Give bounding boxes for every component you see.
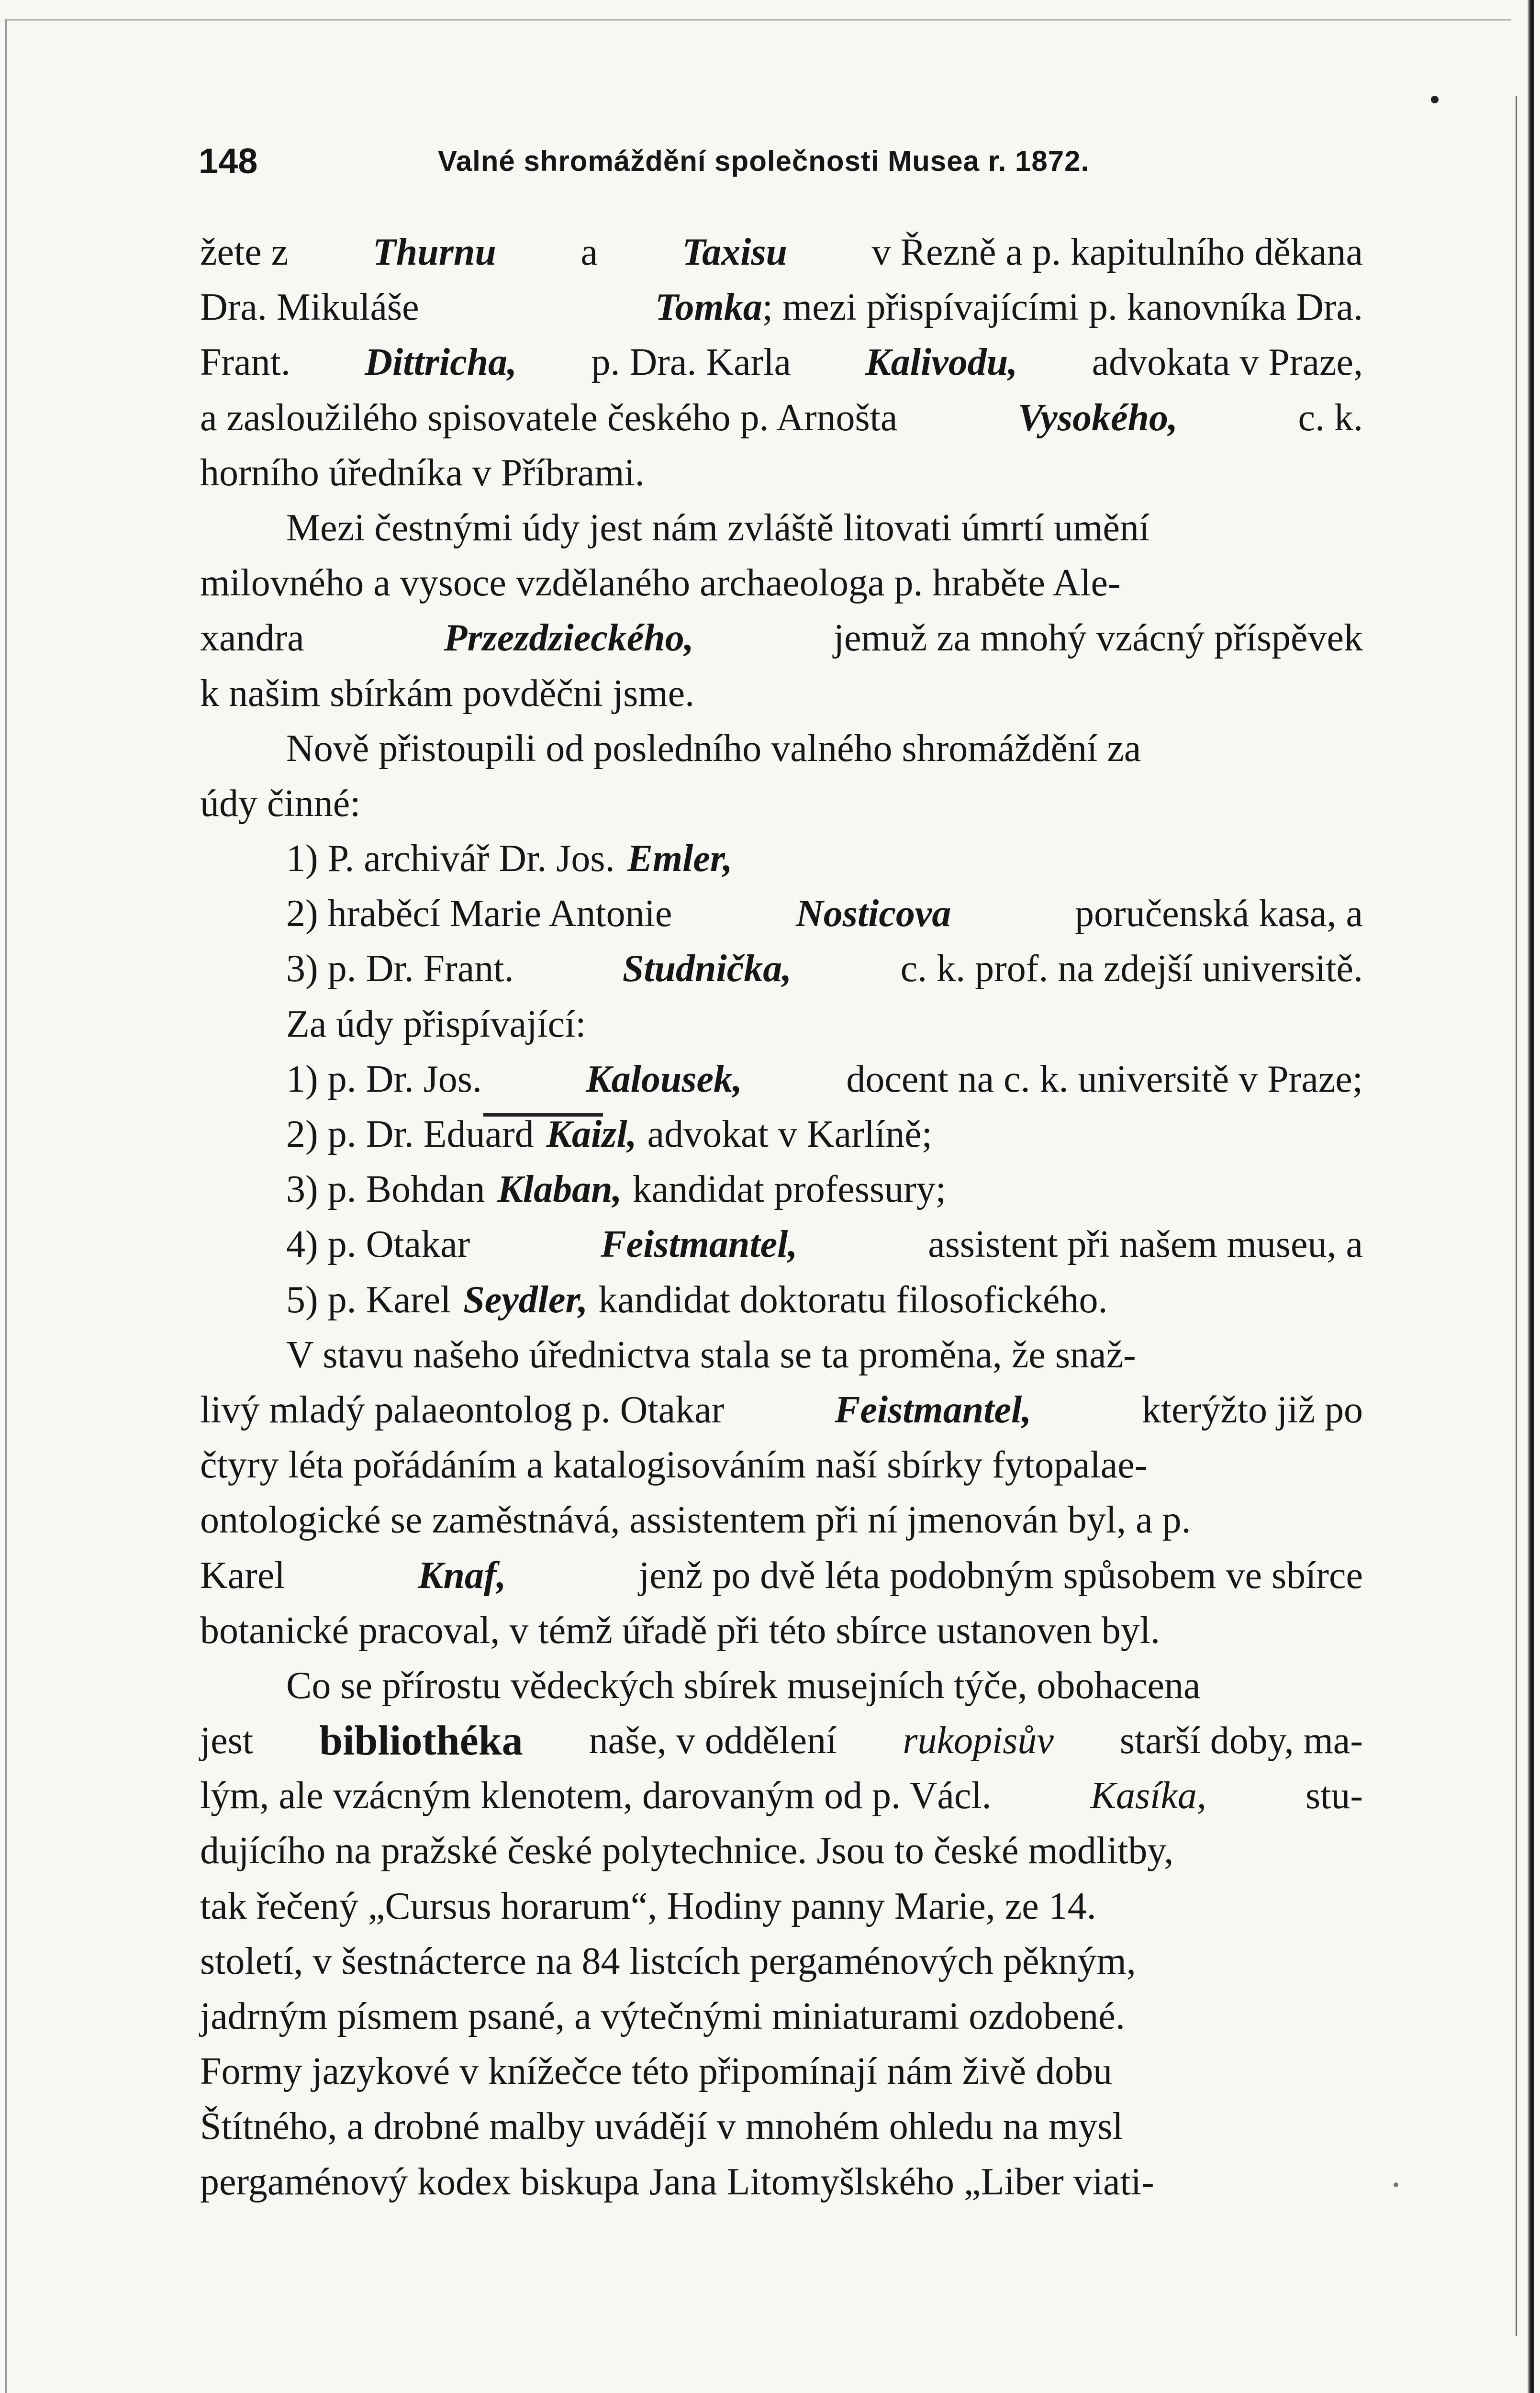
- text-line: livý mladý palaeontolog p. Otakar Feistmantel, kterýžto již po: [200, 1388, 1363, 1431]
- text-line: V stavu našeho úřednictva stala se ta proměna, že snaž-: [286, 1333, 1136, 1376]
- list-item: 2) p. Dr. Eduard Kaizl, advokat v Karlíně;: [286, 1113, 932, 1155]
- text-line: Dra. Mikuláše Tomka; mezi přispívajícími p. kanovníka Dra.: [200, 286, 1363, 329]
- text-line: ontologické se zaměstnává, assistentem při ní jmenován byl, a p.: [200, 1499, 1191, 1542]
- list-item: 4) p. Otakar Feistmantel, assistent při našem museu, a: [286, 1223, 1363, 1266]
- scan-edge-right-inner: [1516, 96, 1517, 2336]
- list-item: 1) P. archivář Dr. Jos. Emler,: [286, 838, 733, 880]
- scan-edge-left: [5, 19, 7, 2393]
- scan-edge-top: [5, 19, 1511, 21]
- text-line: Za údy přispívající:: [286, 1003, 586, 1045]
- scan-speck: [1394, 2182, 1398, 2187]
- text-line: lým, ale vzácným klenotem, darovaným od p. Václ. Kasíka, stu-: [200, 1775, 1363, 1817]
- text-line: Formy jazykové v knížečce této připomínají nám živě dobu: [200, 2050, 1113, 2093]
- text-line: údy činné:: [200, 782, 361, 825]
- list-item: 5) p. Karel Seydler, kandidat doktoratu filosofického.: [286, 1278, 1108, 1321]
- text-line: čtyry léta pořádáním a katalogisováním naší sbírky fytopalae-: [200, 1444, 1148, 1487]
- text-line: tak řečený „Cursus horarum“, Hodiny panny Marie, ze 14.: [200, 1885, 1096, 1927]
- text-line: Frant. Dittricha, p. Dra. Karla Kalivodu, advokata v Praze,: [200, 341, 1363, 384]
- list-item: 1) p. Dr. Jos. Kalousek, docent na c. k. universitě v Praze;: [286, 1058, 1363, 1100]
- page-number: 148: [199, 141, 258, 181]
- text-line: Co se přírostu vědeckých sbírek musejních týče, obohacena: [286, 1664, 1201, 1707]
- list-item: 3) p. Bohdan Klaban, kandidat professury;: [286, 1168, 946, 1211]
- running-head: Valné shromáždění společnosti Musea r. 1872.: [438, 145, 1090, 177]
- text-line: dujícího na pražské české polytechnice. Jsou to české modlitby,: [200, 1830, 1174, 1872]
- body-text: [200, 225, 1363, 2210]
- text-line: horního úředníka v Příbrami.: [200, 451, 645, 494]
- list-item: 3) p. Dr. Frant. Studnička, c. k. prof. na zdejší universitě.: [286, 948, 1363, 990]
- page-header: [199, 135, 1361, 188]
- text-line: pergaménový kodex biskupa Jana Litomyšlského „Liber viati-: [200, 2160, 1154, 2203]
- text-line: xandra Przezdzieckého, jemuž za mnohý vzácný příspěvek: [200, 617, 1363, 660]
- text-line: jest bibliothéka naše, v oddělení rukopisův starší doby, ma-: [200, 1718, 1363, 1765]
- ink-strikethrough: [483, 1094, 603, 1117]
- text-line: milovného a vysoce vzdělaného archaeologa p. hraběte Ale-: [200, 562, 1121, 604]
- text-line: Nově přistoupili od posledního valného shromáždění za: [286, 727, 1141, 770]
- text-line: jadrným písmem psané, a výtečnými miniaturami ozdobené.: [200, 1995, 1125, 2037]
- scan-edge-right: [1528, 0, 1534, 2393]
- text-line: století, v šestnácterce na 84 listcích pergaménových pěkným,: [200, 1940, 1136, 1982]
- list-item: 2) hraběcí Marie Antonie Nosticova poručenská kasa, a: [286, 893, 1363, 935]
- scan-speck: [1431, 96, 1439, 103]
- text-line: Štítného, a drobné malby uvádějí v mnohém ohledu na mysl: [200, 2105, 1123, 2148]
- text-line: žete z Thurnu a Taxisu v Řezně a p. kapitulního děkana: [200, 231, 1363, 273]
- text-line: k našim sbírkám povděčni jsme.: [200, 672, 695, 715]
- text-line: botanické pracoval, v témž úřadě při této sbírce ustanoven byl.: [200, 1609, 1160, 1652]
- text-line: a zasloužilého spisovatele českého p. Arnošta Vysokého, c. k.: [200, 396, 1363, 439]
- text-line: Mezi čestnými údy jest nám zvláště litovati úmrtí umění: [286, 506, 1150, 549]
- text-line: Karel Knaf, jenž po dvě léta podobným spůsobem ve sbírce: [200, 1554, 1363, 1597]
